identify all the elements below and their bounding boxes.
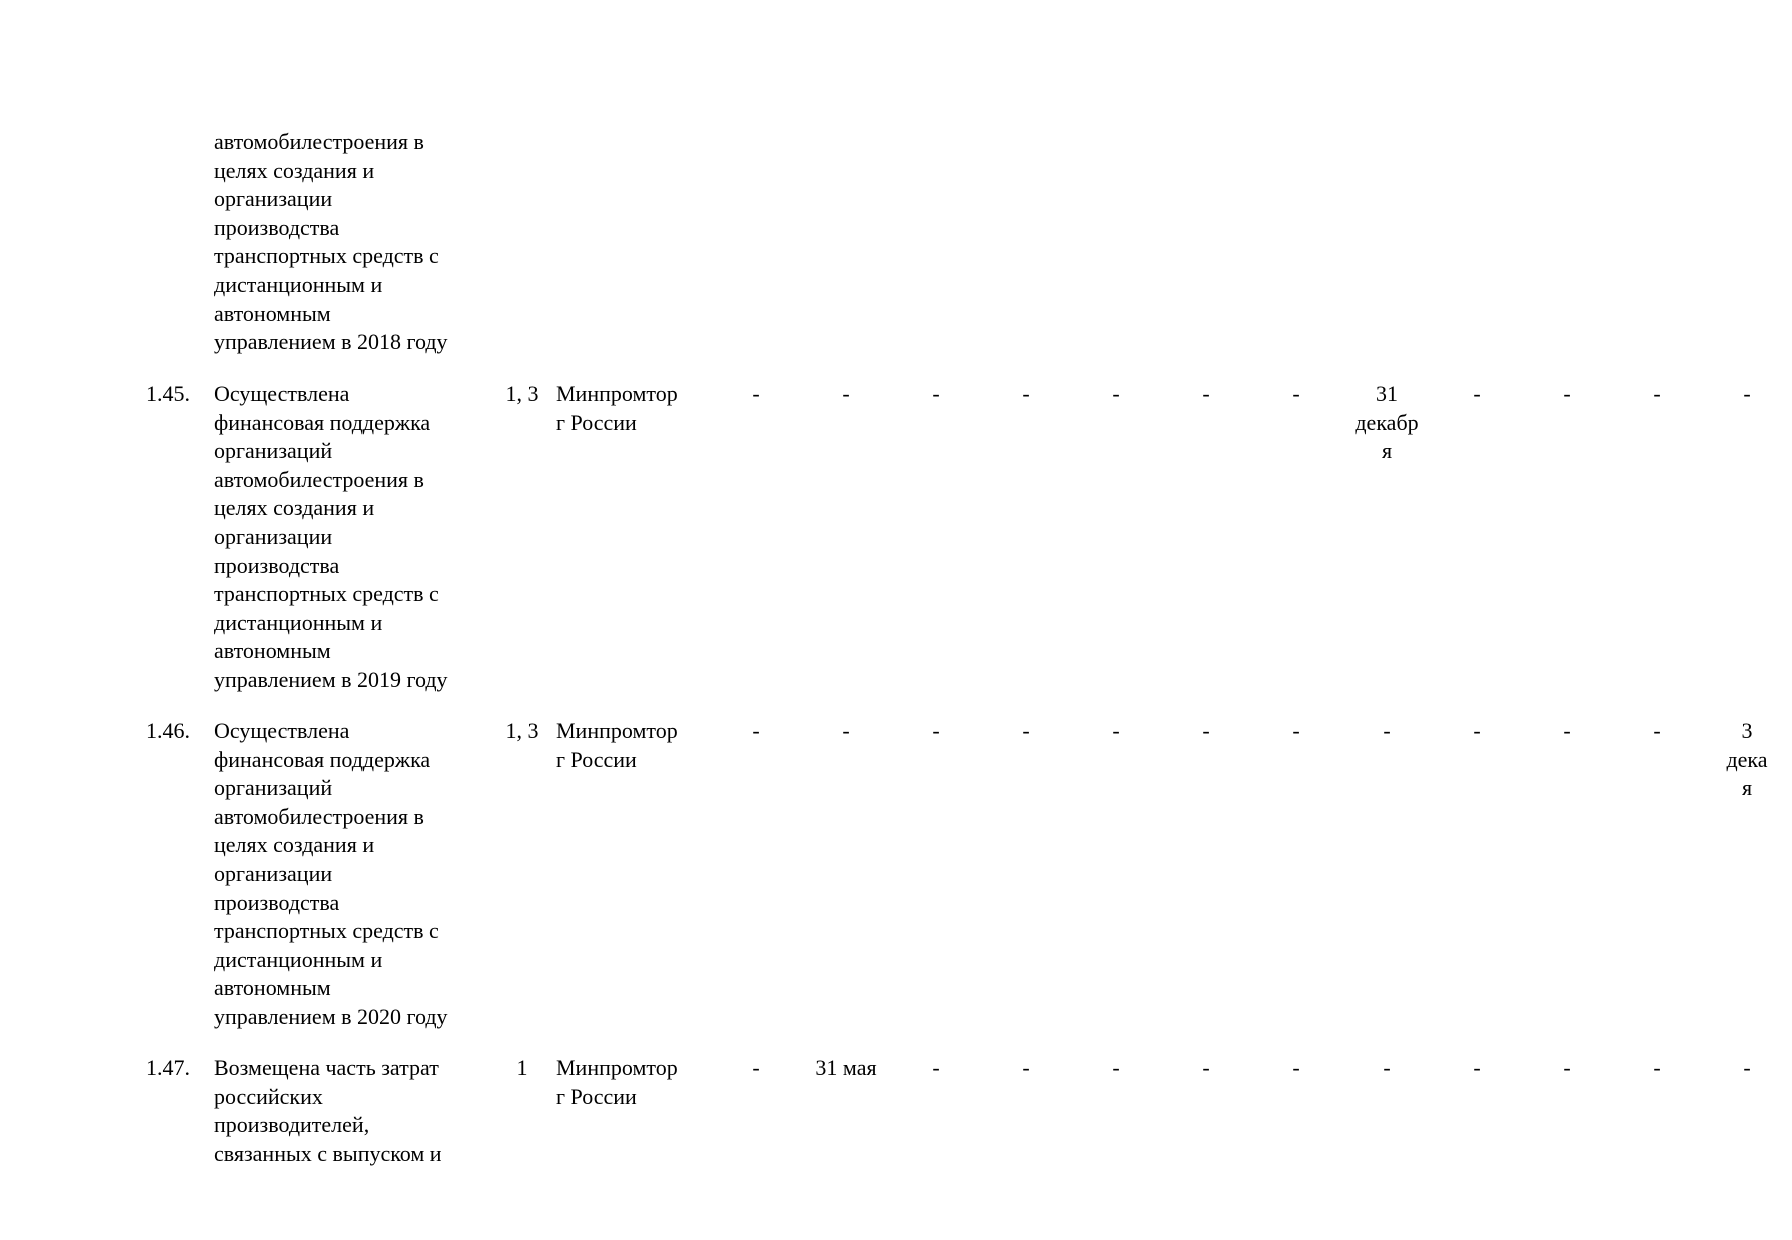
description-line: целях создания и <box>214 832 375 858</box>
schedule-cell <box>1251 380 1341 409</box>
schedule-cell <box>891 1054 981 1083</box>
schedule-value: - <box>1112 718 1120 743</box>
description-line: организации <box>214 523 333 549</box>
schedule-cell <box>1612 380 1702 409</box>
description-line: управлением в 2018 году <box>214 329 448 355</box>
row-description <box>214 380 494 695</box>
schedule-cell <box>1522 717 1612 746</box>
agency-line: г России <box>556 1083 637 1109</box>
schedule-cell <box>1342 380 1432 466</box>
schedule-value: - <box>1112 1055 1120 1080</box>
schedule-value: - <box>932 381 940 406</box>
description-line: управлением в 2019 году <box>214 666 448 692</box>
description-line: организации <box>214 860 333 886</box>
description-line: производства <box>214 214 340 240</box>
description-line: автомобилестроения в <box>214 129 424 154</box>
schedule-cell <box>1071 717 1161 746</box>
schedule-value: - <box>1653 1055 1661 1080</box>
schedule-cell <box>801 1054 891 1083</box>
schedule-cell <box>1071 1054 1161 1083</box>
schedule-cell <box>981 717 1071 746</box>
schedule-value: - <box>1022 381 1030 406</box>
row-description <box>214 717 494 1032</box>
description-line: Осуществлена <box>214 718 350 743</box>
schedule-cell <box>1432 380 1522 409</box>
description-line: российских <box>214 1083 323 1109</box>
description-line: автономным <box>214 975 331 1001</box>
description-line: производства <box>214 552 340 578</box>
row-number: 1.46. <box>146 718 190 743</box>
schedule-cell <box>711 1054 801 1083</box>
schedule-value: - <box>1383 718 1391 743</box>
schedule-value: я <box>1741 775 1753 801</box>
description-line: организаций <box>214 775 333 801</box>
schedule-value: дека <box>1726 746 1768 772</box>
schedule-value: я <box>1381 438 1393 464</box>
schedule-value: - <box>752 381 760 406</box>
agency-line: Минпромтор <box>556 1055 678 1080</box>
schedule-value: - <box>1292 1055 1300 1080</box>
description-line: организаций <box>214 438 333 464</box>
row-number: 1.45. <box>146 381 190 406</box>
row-agency <box>556 1054 706 1111</box>
description-line: дистанционным и <box>214 609 383 635</box>
schedule-value: - <box>1383 1055 1391 1080</box>
description-line: финансовая поддержка <box>214 746 431 772</box>
row-refs: 1 <box>516 1055 528 1080</box>
description-line: автономным <box>214 638 331 664</box>
description-line: целях создания и <box>214 495 375 521</box>
schedule-value: - <box>1653 381 1661 406</box>
schedule-value: 31 <box>1376 381 1398 406</box>
agency-line: г России <box>556 409 637 435</box>
schedule-value: - <box>1292 381 1300 406</box>
schedule-cell <box>1161 717 1251 746</box>
description-line: транспортных средств с <box>214 581 439 607</box>
schedule-cell <box>1702 717 1792 803</box>
schedule-cell <box>981 1054 1071 1083</box>
schedule-cell <box>891 380 981 409</box>
description-line: организации <box>214 186 333 212</box>
schedule-cell <box>1251 717 1341 746</box>
schedule-cell <box>711 380 801 409</box>
schedule-cell <box>801 380 891 409</box>
schedule-cell <box>1702 380 1792 409</box>
agency-line: Минпромтор <box>556 381 678 406</box>
schedule-cell <box>801 717 891 746</box>
schedule-cell <box>1612 717 1702 746</box>
description-line: управлением в 2020 году <box>214 1003 448 1029</box>
schedule-value: - <box>1473 1055 1481 1080</box>
schedule-value: 31 мая <box>815 1055 877 1080</box>
continuation-description <box>214 128 494 357</box>
row-description <box>214 1054 494 1168</box>
schedule-cell <box>891 717 981 746</box>
schedule-value: - <box>752 718 760 743</box>
schedule-value: - <box>932 1055 940 1080</box>
schedule-value: - <box>1653 718 1661 743</box>
schedule-cell <box>1612 1054 1702 1083</box>
description-line: дистанционным и <box>214 946 383 972</box>
row-agency <box>556 380 706 437</box>
schedule-value: - <box>1202 381 1210 406</box>
schedule-cell <box>1071 380 1161 409</box>
schedule-value: 3 <box>1741 718 1753 743</box>
description-line: транспортных средств с <box>214 918 439 944</box>
schedule-cell <box>1342 1054 1432 1083</box>
description-line: производства <box>214 889 340 915</box>
schedule-value: - <box>932 718 940 743</box>
schedule-cell <box>1432 717 1522 746</box>
row-refs: 1, 3 <box>505 381 539 406</box>
schedule-cell <box>1702 1054 1792 1083</box>
description-line: Возмещена часть затрат <box>214 1055 439 1080</box>
description-line: Осуществлена <box>214 381 350 406</box>
schedule-value: - <box>752 1055 760 1080</box>
description-line: финансовая поддержка <box>214 409 431 435</box>
schedule-value: - <box>1473 718 1481 743</box>
schedule-value: - <box>1202 718 1210 743</box>
schedule-value: - <box>842 718 850 743</box>
schedule-cell <box>981 380 1071 409</box>
description-line: целях создания и <box>214 157 375 183</box>
schedule-value: - <box>1563 1055 1571 1080</box>
description-line: автомобилестроения в <box>214 803 424 829</box>
schedule-value: - <box>1022 718 1030 743</box>
description-line: автомобилестроения в <box>214 466 424 492</box>
schedule-value: - <box>1022 1055 1030 1080</box>
description-line: транспортных средств с <box>214 243 439 269</box>
description-line: дистанционным и <box>214 271 383 297</box>
schedule-cell <box>711 717 801 746</box>
schedule-value: - <box>1563 718 1571 743</box>
agency-line: Минпромтор <box>556 718 678 743</box>
schedule-cell <box>1161 1054 1251 1083</box>
row-number: 1.47. <box>146 1055 190 1080</box>
schedule-cell <box>1522 1054 1612 1083</box>
schedule-cell <box>1432 1054 1522 1083</box>
row-agency <box>556 717 706 774</box>
schedule-value: - <box>1112 381 1120 406</box>
description-line: производителей, <box>214 1112 370 1138</box>
schedule-value: - <box>1292 718 1300 743</box>
description-line: связанных с выпуском и <box>214 1140 442 1166</box>
row-refs: 1, 3 <box>505 718 539 743</box>
schedule-value: - <box>1743 381 1751 406</box>
schedule-value: - <box>1473 381 1481 406</box>
schedule-cell <box>1161 380 1251 409</box>
schedule-cell <box>1251 1054 1341 1083</box>
schedule-value: - <box>1563 381 1571 406</box>
schedule-value: декабр <box>1355 409 1419 435</box>
schedule-cell <box>1522 380 1612 409</box>
schedule-value: - <box>842 381 850 406</box>
schedule-value: - <box>1743 1055 1751 1080</box>
agency-line: г России <box>556 746 637 772</box>
description-line: автономным <box>214 300 331 326</box>
schedule-cell <box>1342 717 1432 746</box>
schedule-value: - <box>1202 1055 1210 1080</box>
